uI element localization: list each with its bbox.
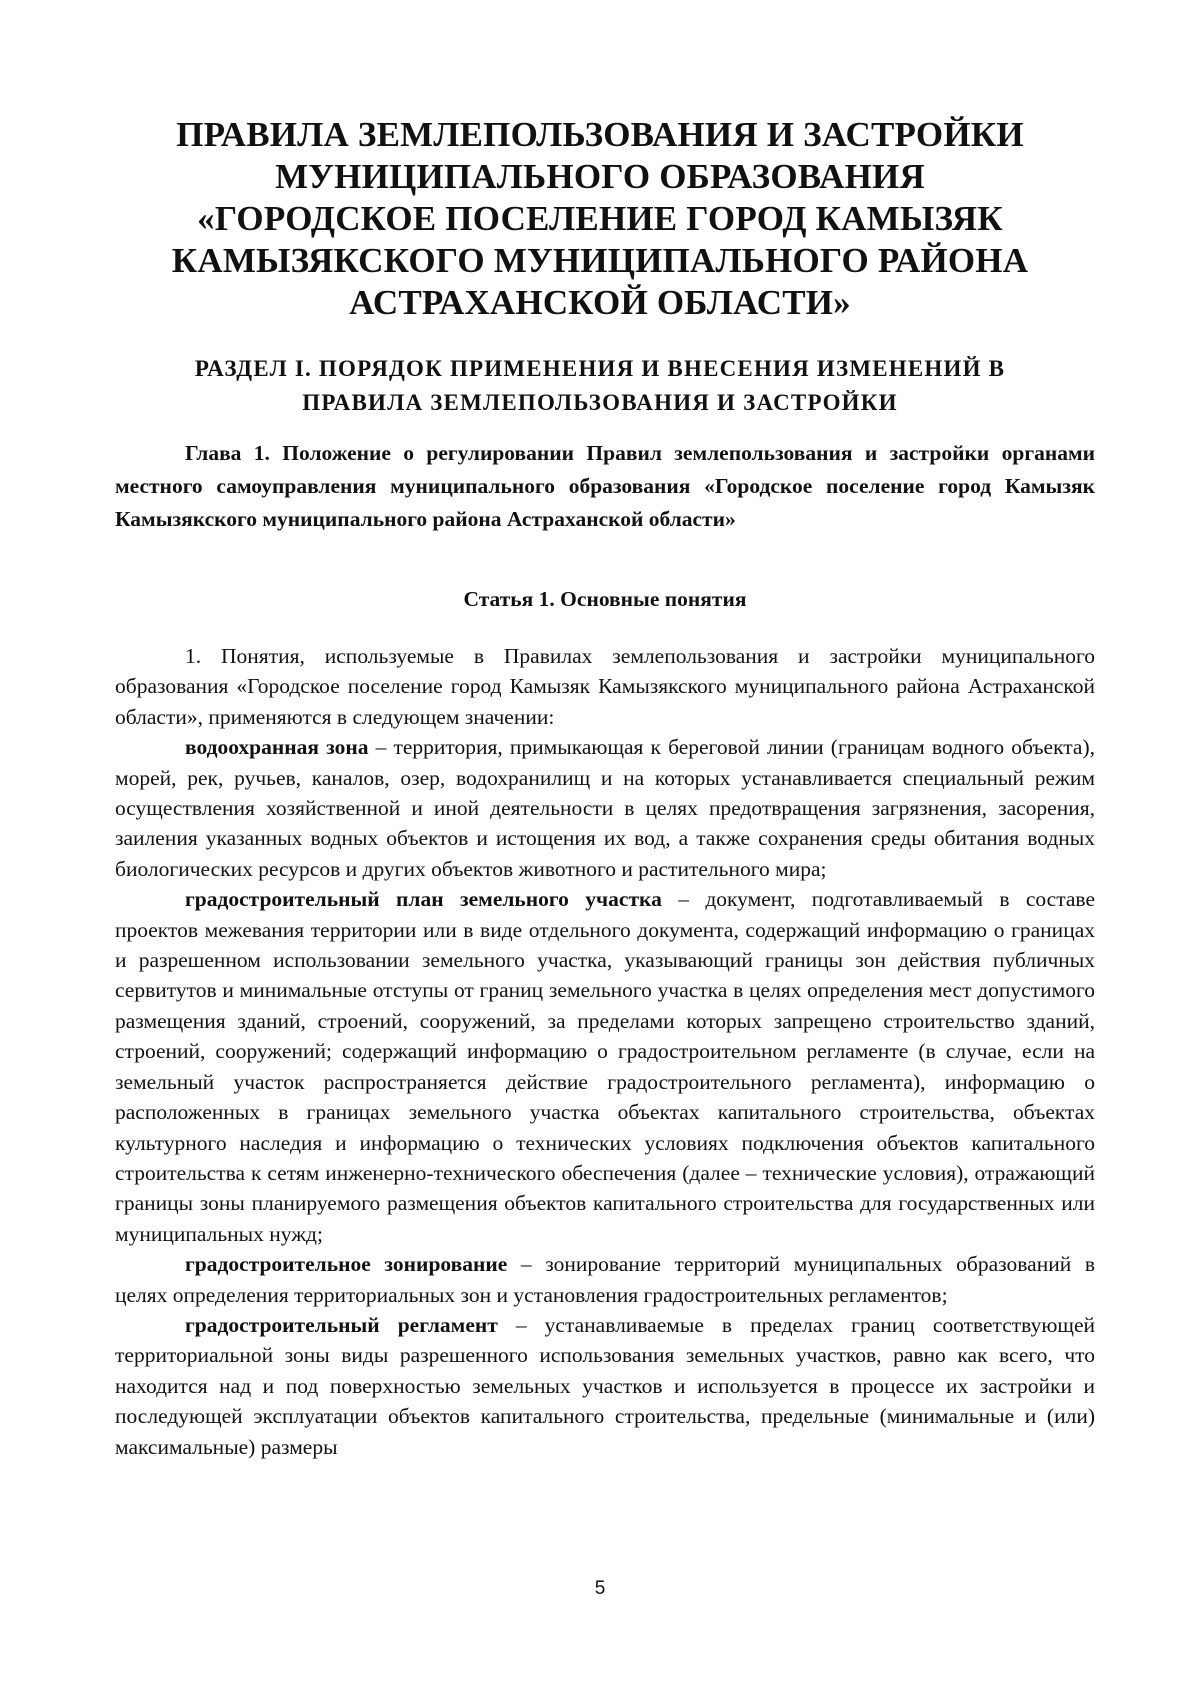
definition-paragraph	[115, 732, 1095, 884]
section-title-line: ПРАВИЛА ЗЕМЛЕПОЛЬЗОВАНИЯ И ЗАСТРОЙКИ	[302, 390, 898, 415]
definition-term: градостроительный план земельного участка	[185, 887, 662, 912]
definition-paragraph	[115, 884, 1095, 1249]
definition-text: – территория, примыкающая к береговой линии (границам водного объекта), морей, рек, ручьев, каналов, озер, водохранилищ и на которых устанавливается специальный режим осуществления хозяйственной и иной деятельности в целях предотвращения загрязнения, засорения, заиления указанных водных объектов и истощения их вод, а также сохранения среды обитания водных биологических ресурсов и других объектов животного и растительного мира;	[115, 735, 1095, 881]
paragraph-intro	[115, 641, 1095, 732]
paragraph-text: 1. Понятия, используемые в Правилах землепользования и застройки муниципального образования «Городское поселение город Камызяк Камызякского муниципального района Астраханской области», применяются в следующем значении:	[115, 644, 1095, 729]
definition-text: – устанавливаемые в пределах границ соответствующей территориальной зоны виды разрешенного использования земельных участков, равно как всего, что находится над и под поверхностью земельных участков и используется в процессе их застройки и последующей эксплуатации объектов капитального строительства, предельные (минимальные и (или) максимальные) размеры	[115, 1312, 1095, 1459]
definition-paragraph	[115, 1249, 1095, 1310]
main-title-line: «ГОРОДСКОЕ ПОСЕЛЕНИЕ ГОРОД КАМЫЗЯК	[197, 199, 1003, 238]
main-title-line: МУНИЦИПАЛЬНОГО ОБРАЗОВАНИЯ	[275, 157, 925, 196]
definition-term: градостроительное зонирование	[185, 1252, 508, 1277]
article-title: Статья 1. Основные понятия	[463, 587, 747, 611]
section-title-line: РАЗДЕЛ I. ПОРЯДОК ПРИМЕНЕНИЯ И ВНЕСЕНИЯ ИЗМЕНЕНИЙ В	[194, 356, 1006, 381]
section-title	[160, 352, 1040, 420]
main-title-line: ПРАВИЛА ЗЕМЛЕПОЛЬЗОВАНИЯ И ЗАСТРОЙКИ	[176, 115, 1024, 154]
article-body	[115, 641, 1095, 1462]
chapter-title: Глава 1. Положение о регулировании Правил землепользования и застройки органами местного самоуправления муниципального образования «Городское поселение город Камызяк Камызякского муниципального района Астраханской области»	[115, 441, 1095, 531]
main-title-line: АСТРАХАНСКОЙ ОБЛАСТИ»	[349, 283, 851, 322]
definition-term: водоохранная зона	[185, 735, 369, 760]
definition-text: – зонирование территорий муниципальных образований в целях определения территориальных зон и установления градостроительных регламентов;	[115, 1252, 1095, 1307]
definition-paragraph	[115, 1310, 1095, 1462]
main-title	[150, 114, 1050, 324]
page-number: 5	[594, 1578, 606, 1599]
definition-term: градостроительный регламент	[185, 1312, 498, 1337]
main-title-line: КАМЫЗЯКСКОГО МУНИЦИПАЛЬНОГО РАЙОНА	[171, 241, 1029, 280]
definition-text: – документ, подготавливаемый в составе проектов межевания территории или в виде отдельного документа, содержащий информацию о границах и разрешенном использовании земельного участка, указывающий границы зон действия публичных сервитутов и минимальные отступы от границ земельного участка в целях определения мест допустимого размещения зданий, строений, сооружений, за пределами которых запрещено строительство зданий, строений, сооружений; содержащий информацию о градостроительном регламенте (в случае, если на земельный участок распространяется действие градостроительного регламента), информацию о расположенных в границах земельного участка объектах капитального строительства, объектах культурного наследия и информацию о технических условиях подключения объектов капитального строительства к сетям инженерно-технического обеспечения (далее – технические условия), отражающий границы зоны планируемого размещения объектов капитального строительства для государственных или муниципальных нужд;	[115, 887, 1095, 1246]
